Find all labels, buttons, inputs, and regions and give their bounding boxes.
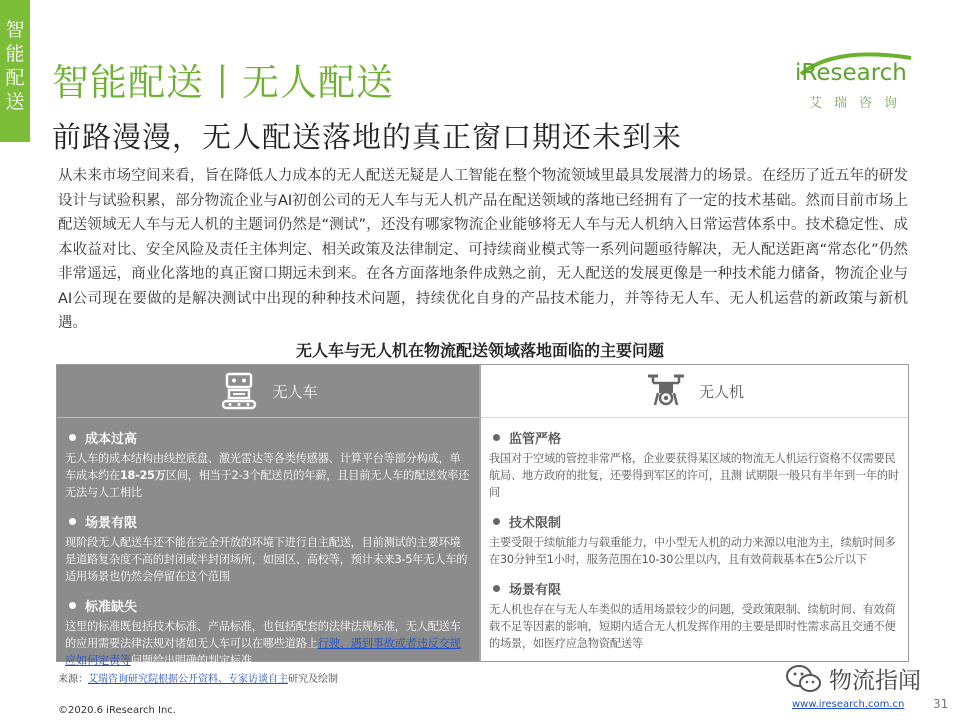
issue-title: 监管严格	[509, 431, 562, 447]
issue-text: 区间，相当于2-3个配送员的年薪，且目前无人车的配送效率还无法与人工相比	[65, 469, 470, 499]
issue-text: 问题给出明确的判定标准	[130, 654, 252, 667]
watermark-text: 物流指闻	[829, 668, 921, 694]
column-label: 无人车	[272, 382, 318, 401]
issue-heading	[65, 424, 471, 450]
page-number: 31	[933, 697, 949, 711]
issue-heading	[65, 508, 471, 534]
bullet-icon	[69, 518, 76, 525]
source-suffix: 研究及绘制	[288, 674, 338, 685]
watermark	[785, 662, 921, 695]
section-tab-char: 能	[5, 43, 25, 65]
issue-body: 无人机也存在与无人车类似的适用场景较少的问题，受政策限制、续航时间、有效荷载不足等因素的影响，短期内适合无人机发挥作用的主要是即时性需求高且交通不便的场景，如医疗应急物资配送等	[489, 603, 896, 650]
issue-title: 成本过高	[85, 431, 138, 447]
logo-brand-cn: 艾瑞咨询	[809, 96, 910, 111]
copyright: ©2020.6 iResearch Inc.	[58, 705, 176, 716]
issue-body	[65, 618, 471, 669]
source-note	[58, 670, 338, 685]
column-header	[57, 365, 479, 418]
issue-title: 场景有限	[85, 515, 138, 531]
issue-heading	[65, 592, 471, 618]
issue-list	[65, 417, 471, 669]
issue-title: 场景有限	[509, 582, 562, 598]
section-tab-char: 智	[5, 19, 25, 41]
bullet-icon	[69, 602, 76, 609]
section-tab	[0, 0, 30, 142]
comparison-table	[56, 364, 909, 667]
robot-vehicle-icon	[218, 371, 260, 411]
website-link[interactable]: www.iresearch.com.cn	[792, 699, 905, 710]
iresearch-logo	[795, 50, 915, 110]
bullet-icon	[493, 585, 500, 592]
issue-link[interactable]: 行驶、遇到事故或者违反交规应如何定责等	[65, 637, 461, 667]
bullet-icon	[493, 434, 500, 441]
issue-text: 这里的标准既包括技术标准、产品标准，也包括配套的法律法规标准，无人配送车的应用需要法律法规对诸如无人车可以在哪些道路上	[65, 620, 461, 650]
logo-brand: iResearch	[795, 60, 907, 86]
source-link[interactable]: 艾瑞咨询研究院根据公开资料、专家访谈自主	[88, 674, 288, 685]
issue-heading	[489, 424, 900, 450]
page-subtitle: 前路漫漫，无人配送落地的真正窗口期还未到来	[52, 120, 683, 154]
issue-body	[65, 450, 471, 501]
issue-title: 标准缺失	[85, 599, 138, 615]
table-title: 无人车与无人机在物流配送领域落地面临的主要问题	[295, 341, 664, 360]
page-title: 智能配送丨无人配送	[52, 61, 394, 104]
cost-range: 18-25万	[119, 469, 166, 482]
section-tab-char: 配	[5, 67, 25, 89]
bullet-icon	[69, 434, 76, 441]
issue-body: 主要受限于续航能力与载重能力，中小型无人机的动力来源以电池为主，续航时间多在30分钟至1小时，服务范围在10-30公里以内，且有效荷载基本在5公斤以下	[489, 536, 896, 566]
issue-title: 技术限制	[509, 515, 562, 531]
issue-list	[489, 417, 900, 652]
issue-body: 我国对于空域的管控非常严格，企业要获得某区域的物流无人机运行资格不仅需要民航局、地方政府的批复，还要得到军区的许可，且测 试期限一般只有半年到一年的时间	[489, 452, 899, 499]
wechat-icon	[785, 663, 823, 695]
issue-heading	[489, 575, 900, 601]
unmanned-vehicle-column	[57, 365, 479, 667]
source-prefix: 来源：	[58, 674, 88, 685]
issue-text: 无人车的成本结构由线控底盘、激光雷达等各类传感器、计算平台等部分构成，单车成本约在	[65, 452, 461, 482]
drone-column	[479, 365, 908, 661]
issue-heading	[489, 508, 900, 534]
drone-icon	[645, 371, 687, 411]
column-label: 无人机	[698, 382, 744, 401]
column-header	[481, 365, 908, 418]
bullet-icon	[493, 518, 500, 525]
section-tab-char: 送	[5, 91, 25, 113]
intro-paragraph: 从未来市场空间来看，旨在降低人力成本的无人配送无疑是人工智能在整个物流领域里最具发展潜力的场景。在经历了近五年的研发设计与试验积累，部分物流企业与AI初创公司的无人车与无人机产品在配送领域的落地已经拥有了一定的技术基础。然而目前市场上配送领域无人车与无人机的主题词仍然是“测试”，还没有哪家物流企业能够将无人车与无人机纳入日常运营体系中。技术稳定性、成本收益对比、安全风险及责任主体判定、相关政策及法律制定、可持续商业模式等一系列问题亟待解决，无人配送距离“常态化”仍然非常遥远，商业化落地的真正窗口期远未到来。在各方面落地条件成熟之前，无人配送的发展更像是一种技术能力储备，物流企业与AI公司现在要做的是解决测试中出现的种种技术问题，持续优化自身的产品技术能力，并等待无人车、无人机运营的新政策与新机遇。	[58, 168, 908, 331]
issue-body: 现阶段无人配送车还不能在完全开放的环境下进行自主配送，目前测试的主要环境是道路复杂度不高的封闭或半封闭场所，如园区、高校等，预计未来3-5年无人车的适用场景也仍然会停留在这个范围	[65, 536, 468, 583]
